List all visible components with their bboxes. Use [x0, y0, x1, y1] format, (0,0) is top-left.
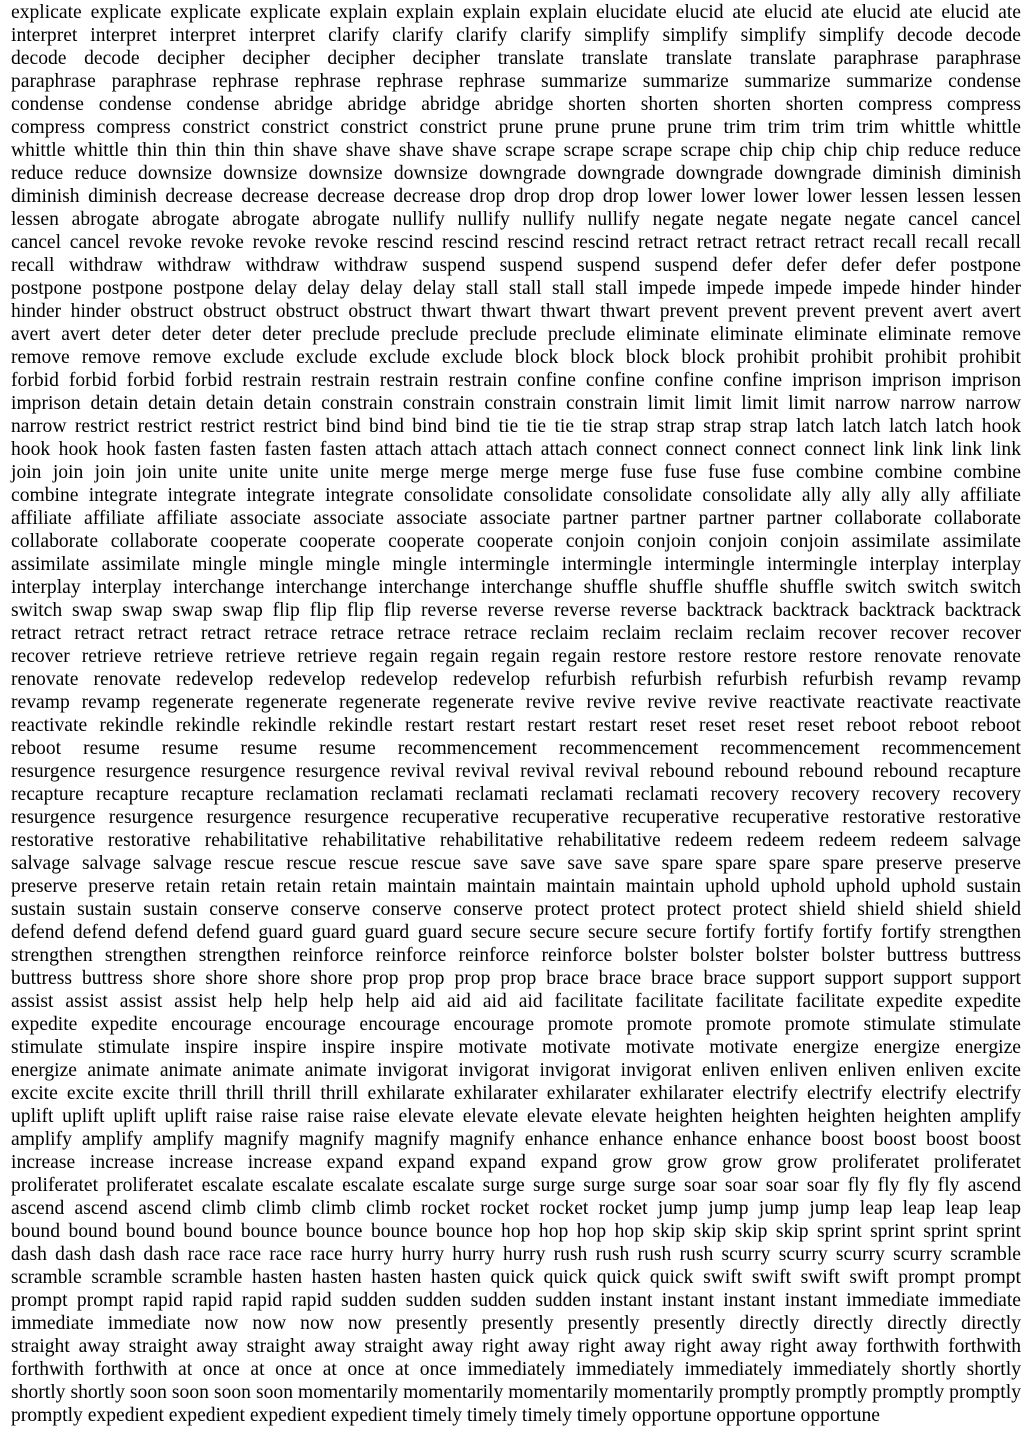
text-line: renovate renovate redevelop redevelop redevelop redevelop refurbish refurbish refurbish refurbish revamp revamp: [11, 669, 1021, 690]
text-line: avert avert deter deter deter deter preclude preclude preclude preclude eliminate eliminate eliminate eliminate remove: [11, 324, 1021, 345]
text-line: immediate immediate now now now now presently presently presently presently directly directly directly directly: [11, 1313, 1021, 1334]
text-line: narrow restrict restrict restrict restrict bind bind bind bind tie tie tie tie strap strap strap strap latch latch latch latch hook: [11, 416, 1021, 437]
text-line: scramble scramble scramble hasten hasten hasten hasten quick quick quick quick swift swift swift swift prompt prompt: [11, 1267, 1021, 1288]
text-line: energize animate animate animate animate invigorat invigorat invigorat invigorat enliven enliven enliven enliven excite: [11, 1060, 1021, 1081]
text-line: restorative restorative rehabilitative rehabilitative rehabilitative rehabilitative redeem redeem redeem redeem salvage: [11, 830, 1021, 851]
text-line: increase increase increase increase expand expand expand expand grow grow grow grow proliferatet proliferatet: [11, 1152, 1021, 1173]
text-line: excite excite excite thrill thrill thrill thrill exhilarate exhilarater exhilarater exhilarater electrify electrify electrify electrify: [11, 1083, 1021, 1104]
text-line: switch swap swap swap swap flip flip flip flip reverse reverse reverse reverse backtrack backtrack backtrack backtrack: [11, 600, 1021, 621]
text-line: buttress buttress shore shore shore shore prop prop prop prop brace brace brace brace support support support support: [11, 968, 1021, 989]
text-line: imprison detain detain detain detain constrain constrain constrain constrain limit limit limit limit narrow narrow narrow: [11, 393, 1021, 414]
text-line: preserve preserve retain retain retain retain maintain maintain maintain maintain uphold uphold uphold uphold sustain: [11, 876, 1021, 897]
text-line: hinder hinder obstruct obstruct obstruct obstruct thwart thwart thwart thwart prevent prevent prevent prevent avert avert: [11, 301, 1021, 322]
text-line: sustain sustain sustain conserve conserve conserve conserve protect protect protect protect shield shield shield shield: [11, 899, 1021, 920]
text-line: cancel cancel revoke revoke revoke revoke rescind rescind rescind rescind retract retract retract retract recall recall recall: [11, 232, 1021, 253]
text-line: dash dash dash dash race race race race hurry hurry hurry hurry rush rush rush rush scurry scurry scurry scurry scramble: [11, 1244, 1021, 1265]
text-line: resurgence resurgence resurgence resurgence revival revival revival revival rebound rebound rebound rebound recapture: [11, 761, 1021, 782]
text-line: proliferatet proliferatet escalate escalate escalate escalate surge surge surge surge soar soar soar soar fly fly fly fly ascend: [11, 1175, 1021, 1196]
text-line: defend defend defend defend guard guard guard guard secure secure secure secure fortify fortify fortify fortify strengthen: [11, 922, 1021, 943]
text-line: lessen abrogate abrogate abrogate abrogate nullify nullify nullify nullify negate negate negate negate cancel cancel: [11, 209, 1021, 230]
text-line: diminish diminish decrease decrease decrease decrease drop drop drop drop lower lower lower lower lessen lessen lessen: [11, 186, 1021, 207]
text-line: salvage salvage salvage rescue rescue rescue rescue save save save save spare spare spare spare preserve preserve: [11, 853, 1021, 874]
text-line: interplay interplay interchange interchange interchange interchange shuffle shuffle shuffle shuffle switch switch switch: [11, 577, 1021, 598]
text-line: bound bound bound bound bounce bounce bounce bounce hop hop hop hop skip skip skip skip sprint sprint sprint sprint: [11, 1221, 1021, 1242]
text-line: reduce reduce downsize downsize downsize downsize downgrade downgrade downgrade downgrade diminish diminish: [11, 163, 1021, 184]
text-line: shortly shortly soon soon soon soon momentarily momentarily momentarily momentarily promptly promptly promptly promptly: [11, 1382, 1021, 1403]
text-line: forthwith forthwith at once at once at once at once immediately immediately immediately immediately shortly shortly: [11, 1359, 1021, 1380]
text-line: prompt prompt rapid rapid rapid rapid sudden sudden sudden sudden instant instant instant instant immediate immediate: [11, 1290, 1021, 1311]
text-line: whittle whittle thin thin thin thin shave shave shave shave scrape scrape scrape scrape chip chip chip chip reduce reduce: [11, 140, 1021, 161]
text-line: strengthen strengthen strengthen reinforce reinforce reinforce reinforce bolster bolster bolster bolster buttress buttress: [11, 945, 1021, 966]
text-line: postpone postpone postpone delay delay delay delay stall stall stall stall impede impede impede impede hinder hinder: [11, 278, 1021, 299]
text-line: assimilate assimilate mingle mingle mingle mingle intermingle intermingle intermingle intermingle interplay interplay: [11, 554, 1021, 575]
text-line: expedite expedite encourage encourage encourage encourage promote promote promote promote stimulate stimulate: [11, 1014, 1021, 1035]
text-line: revamp revamp regenerate regenerate regenerate regenerate revive revive revive revive reactivate reactivate reactivate: [11, 692, 1021, 713]
text-line: decode decode decipher decipher decipher decipher translate translate translate translate paraphrase paraphrase: [11, 48, 1021, 69]
text-line: promptly expedient expedient expedient expedient timely timely timely timely opportune opportune opportune: [11, 1405, 880, 1426]
text-line: interpret interpret interpret interpret clarify clarify clarify clarify simplify simplify simplify simplify decode decode: [11, 25, 1021, 46]
text-line: combine integrate integrate integrate integrate consolidate consolidate consolidate consolidate ally ally ally ally affiliate: [11, 485, 1021, 506]
text-line: explicate explicate explicate explicate explain explain explain explain elucidate elucid ate elucid ate elucid ate elucid ate: [11, 2, 1021, 23]
text-line: ascend ascend ascend climb climb climb climb rocket rocket rocket rocket jump jump jump jump leap leap leap leap: [11, 1198, 1021, 1219]
text-line: stimulate stimulate inspire inspire inspire inspire motivate motivate motivate motivate energize energize energize: [11, 1037, 1021, 1058]
text-line: hook hook hook fasten fasten fasten fasten attach attach attach attach connect connect connect connect link link link link: [11, 439, 1021, 460]
text-line: reboot resume resume resume resume recommencement recommencement recommencement recommencement: [11, 738, 1021, 759]
text-line: uplift uplift uplift uplift raise raise raise raise elevate elevate elevate elevate heighten heighten heighten heighten amplify: [11, 1106, 1021, 1127]
text-line: condense condense condense abridge abridge abridge abridge shorten shorten shorten shorten compress compress: [11, 94, 1021, 115]
text-line: straight away straight away straight away straight away right away right away right away right away forthwith forthwith: [11, 1336, 1021, 1357]
text-line: forbid forbid forbid forbid restrain restrain restrain restrain confine confine confine confine imprison imprison imprison: [11, 370, 1021, 391]
text-line: remove remove remove exclude exclude exclude exclude block block block block prohibit prohibit prohibit prohibit: [11, 347, 1021, 368]
text-line: reactivate rekindle rekindle rekindle rekindle restart restart restart restart reset reset reset reset reboot reboot reboot: [11, 715, 1021, 736]
text-line: assist assist assist assist help help help help aid aid aid aid facilitate facilitate facilitate facilitate expedite expedite: [11, 991, 1021, 1012]
text-line: amplify amplify amplify magnify magnify magnify magnify enhance enhance enhance enhance boost boost boost boost: [11, 1129, 1021, 1150]
text-line: resurgence resurgence resurgence resurgence recuperative recuperative recuperative recuperative restorative restorative: [11, 807, 1021, 828]
text-line: affiliate affiliate affiliate associate associate associate associate partner partner partner partner collaborate collaborate: [11, 508, 1021, 529]
text-line: collaborate collaborate cooperate cooperate cooperate cooperate conjoin conjoin conjoin conjoin assimilate assimilate: [11, 531, 1021, 552]
text-line: compress compress constrict constrict constrict constrict prune prune prune prune trim trim trim trim whittle whittle: [11, 117, 1021, 138]
text-line: retract retract retract retract retrace retrace retrace retrace reclaim reclaim reclaim reclaim recover recover recover: [11, 623, 1021, 644]
text-line: join join join join unite unite unite unite merge merge merge merge fuse fuse fuse fuse combine combine combine: [11, 462, 1021, 483]
text-line: paraphrase paraphrase rephrase rephrase rephrase rephrase summarize summarize summarize summarize condense: [11, 71, 1021, 92]
text-line: recover retrieve retrieve retrieve retrieve regain regain regain regain restore restore restore restore renovate renovate: [11, 646, 1021, 667]
text-line: recapture recapture recapture reclamation reclamati reclamati reclamati reclamati recovery recovery recovery recovery: [11, 784, 1021, 805]
text-line: recall withdraw withdraw withdraw withdraw suspend suspend suspend suspend defer defer defer defer postpone: [11, 255, 1021, 276]
